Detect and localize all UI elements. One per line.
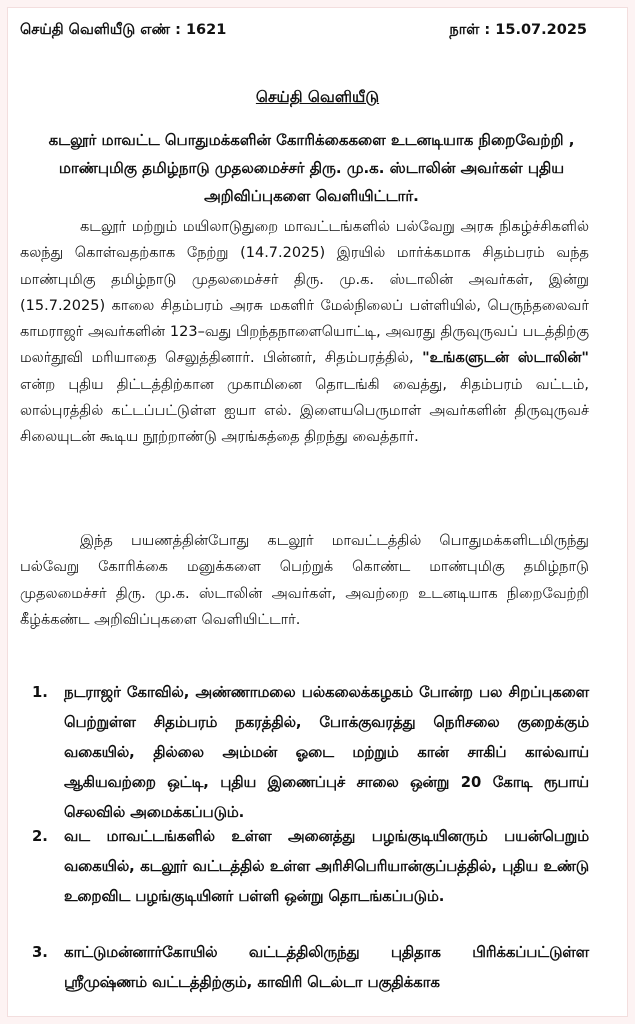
announcement-number: 1. (32, 684, 48, 701)
scheme-name-quote: "உங்களுடன் ஸ்டாலின்" (422, 350, 589, 367)
paragraph-1 (20, 214, 589, 451)
announcement-item-1 (32, 678, 589, 828)
paragraph-1-text-a: கடலூர் மற்றும் மயிலாடுதுறை மாவட்டங்களில் பல்வேறு அரசு நிகழ்ச்சிகளில் கலந்து கொள்வதற்காக நேற்று (14.7.2025) இரயில் மார்க்கமாக சிதம்பரம் வந்த மாண்புமிகு தமிழ்நாடு முதலமைச்சர் திரு. மு.க. ஸ்டாலின் அவர்கள், இன்று (15.7.2025) காலை சிதம்பரம் அரசு மகளிர் மேல்நிலைப் பள்ளியில், பெருந்தலைவர் காமராஜர் அவர்களின் 123–வது பிறந்தநாளையொட்டி, அவரது திருவுருவப் படத்திற்கு மலர்தூவி மரியாதை செலுத்தினார். பின்னர், சிதம்பரத்தில், (20, 219, 589, 367)
release-number: செய்தி வெளியீடு எண் : 1621 (20, 22, 227, 38)
announcement-item-3 (32, 938, 589, 998)
announcement-text: நடராஜர் கோவில், அண்ணாமலை பல்கலைக்கழகம் போன்ற பல சிறப்புகளை பெற்றுள்ள சிதம்பரம் நகரத்தில், போக்குவரத்து நெரிசலை குறைக்கும் வகையில், தில்லை அம்மன் ஓடை மற்றும் கான் சாகிப் கால்வாய் ஆகியவற்றை ஒட்டி, புதிய இணைப்புச் சாலை ஒன்று 20 கோடி ரூபாய் செலவில் அமைக்கப்படும். (64, 684, 589, 821)
announcement-text: வட மாவட்டங்களில் உள்ள அனைத்து பழங்குடியினரும் பயன்பெறும் வகையில், கடலூர் வட்டத்தில் உள்ள அரிசிபெரியான்குப்பத்தில், புதிய உண்டு உறைவிட பழங்குடியினர் பள்ளி ஒன்று தொடங்கப்படும். (64, 828, 589, 905)
headline: கடலூர் மாவட்ட பொதுமக்களின் கோரிக்கைகளை உடனடியாக நிறைவேற்றி , மாண்புமிகு தமிழ்நாடு முதலமைச்சர் திரு. மு.க. ஸ்டாலின் அவர்கள் புதிய அறிவிப்புகளை வெளியிட்டார். (48, 131, 575, 205)
paragraph-2: இந்த பயணத்தின்போது கடலூர் மாவட்டத்தில் பொதுமக்களிடமிருந்து பல்வேறு கோரிக்கை மனுக்களை பெற்றுக் கொண்ட மாண்புமிகு தமிழ்நாடு முதலமைச்சர் திரு. மு.க. ஸ்டாலின் அவர்கள், அவற்றை உடனடியாக நிறைவேற்றி கீழ்க்கண்ட அறிவிப்புகளை வெளியிட்டார். (20, 533, 589, 628)
announcement-text: காட்டுமன்னார்கோயில் வட்டத்திலிருந்து புதிதாக பிரிக்கப்பட்டுள்ள ஸ்ரீமுஷ்ணம் வட்டத்திற்கும், காவிரி டெல்டா பகுதிக்காக (64, 944, 589, 991)
paragraph-1-text-b: என்ற புதிய திட்டத்திற்கான முகாமினை தொடங்கி வைத்து, சிதம்பரம் வட்டம், லால்புரத்தில் கட்டப்பட்டுள்ள ஐயா எல். இளையபெருமாள் அவர்களின் திருவுருவச் சிலையுடன் கூடிய நூற்றாண்டு அரங்கத்தை திறந்து வைத்தார். (20, 376, 589, 446)
press-release-page (8, 8, 627, 1016)
release-date: நாள் : 15.07.2025 (449, 22, 587, 38)
announcement-number: 3. (32, 944, 48, 961)
announcement-number: 2. (32, 828, 48, 845)
header-row (20, 22, 587, 46)
document-title: செய்தி வெளியீடு (255, 88, 380, 106)
announcement-item-2 (32, 822, 589, 912)
